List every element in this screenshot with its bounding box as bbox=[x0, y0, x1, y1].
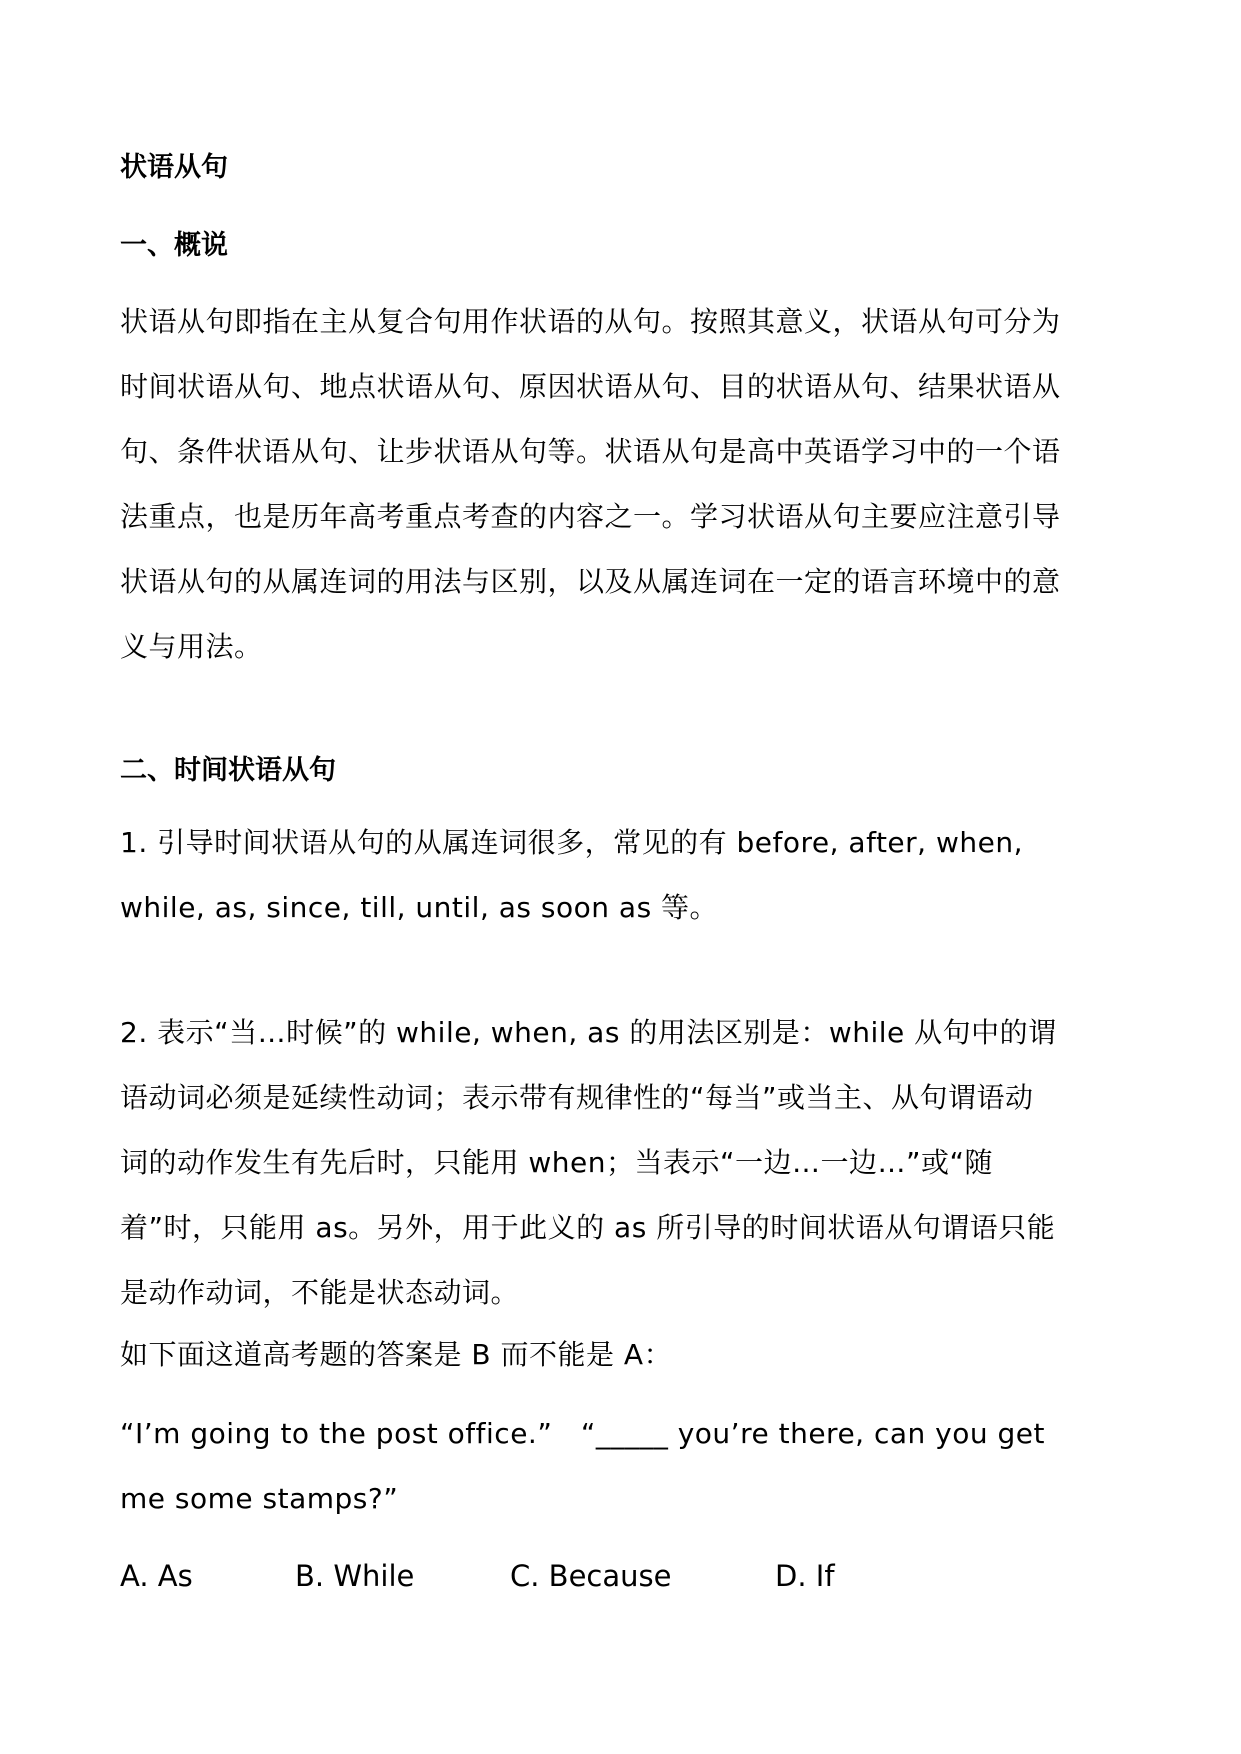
list-item-2 bbox=[120, 1000, 1130, 1325]
text-line: 是动作动词，不能是状态动词。 bbox=[120, 1276, 520, 1309]
text-line: while, as, since, till, until, as soon as 等。 bbox=[120, 891, 719, 924]
text-line: 时间状语从句、地点状语从句、原因状语从句、目的状语从句、结果状语从 bbox=[120, 370, 1061, 403]
text-line: 1. 引导时间状语从句的从属连词很多，常见的有 before, after, when, bbox=[120, 826, 1023, 859]
option-b: B. While bbox=[295, 1559, 415, 1593]
option-a: A. As bbox=[120, 1559, 193, 1593]
text-line: “I’m going to the post office.” “_____ you’re there, can you get bbox=[120, 1417, 1046, 1450]
option-c: C. Because bbox=[510, 1559, 672, 1593]
text-line: 义与用法。 bbox=[120, 630, 263, 663]
text-line: 状语从句即指在主从复合句用作状语的从句。按照其意义，状语从句可分为 bbox=[120, 305, 1061, 338]
overview-paragraph bbox=[120, 289, 1130, 679]
text-line: 如下面这道高考题的答案是 B 而不能是 A： bbox=[120, 1338, 673, 1371]
page-title: 状语从句 bbox=[120, 152, 228, 183]
text-line: 状语从句的从属连词的用法与区别，以及从属连词在一定的语言环境中的意 bbox=[120, 565, 1061, 598]
example-intro bbox=[120, 1322, 1130, 1387]
section-heading-overview: 一、概说 bbox=[120, 230, 228, 261]
answer-options bbox=[120, 1559, 1130, 1609]
section-heading-time-clauses: 二、时间状语从句 bbox=[120, 755, 336, 786]
text-line: 法重点，也是历年高考重点考查的内容之一。学习状语从句主要应注意引导 bbox=[120, 500, 1061, 533]
exam-question bbox=[120, 1401, 1130, 1531]
text-line: 着”时，只能用 as。另外，用于此义的 as 所引导的时间状语从句谓语只能 bbox=[120, 1211, 1056, 1244]
text-line: 句、条件状语从句、让步状语从句等。状语从句是高中英语学习中的一个语 bbox=[120, 435, 1061, 468]
text-line: 语动词必须是延续性动词；表示带有规律性的“每当”或当主、从句谓语动 bbox=[120, 1081, 1034, 1114]
text-line: 2. 表示“当…时候”的 while, when, as 的用法区别是：while 从句中的谓 bbox=[120, 1016, 1057, 1049]
option-d: D. If bbox=[775, 1559, 835, 1593]
text-line: 词的动作发生有先后时，只能用 when；当表示“一边…一边…”或“随 bbox=[120, 1146, 994, 1179]
text-line: me some stamps?” bbox=[120, 1482, 399, 1515]
list-item-1 bbox=[120, 810, 1130, 940]
